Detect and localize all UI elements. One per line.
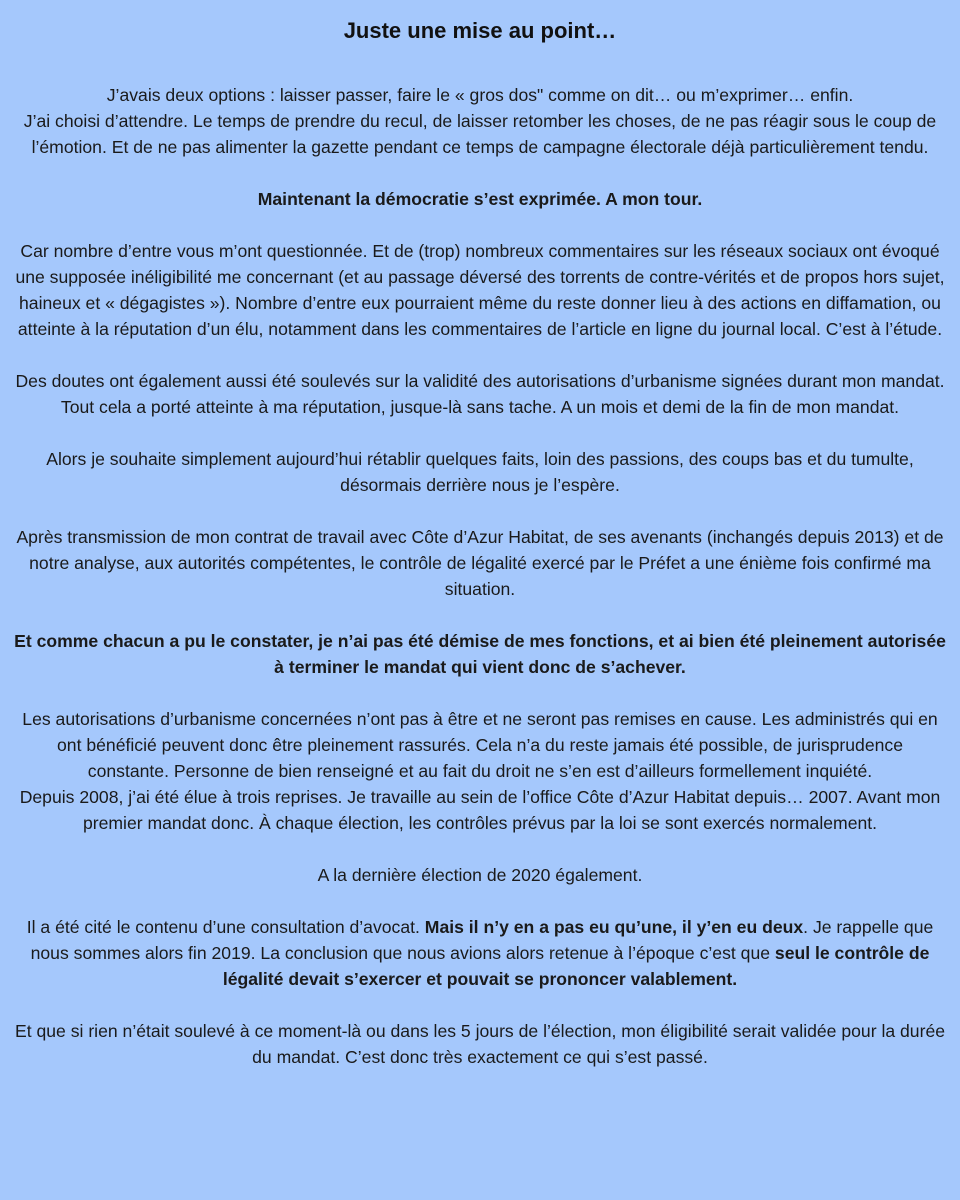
paragraph-democracy: Maintenant la démocratie s’est exprimée. A mon tour. <box>257 189 703 209</box>
consultation-bold-1: Mais il n’y en a pas eu qu’une, il y’en eu deux <box>424 917 804 937</box>
consultation-text-2: . Je rappelle que nous sommes alors fin 2019. La conclusion que nous avions alors retenue à l’époque c’est que <box>30 917 934 963</box>
paragraph-options <box>14 82 946 160</box>
paragraph-eligibility: Et que si rien n’était soulevé à ce moment-là ou dans les 5 jours de l’élection, mon éligibilité serait validée pour la durée du mandat. C’est donc très exactement ce qui s’est passé. <box>14 1021 946 1067</box>
paragraph-urbanism-line-2: Depuis 2008, j’ai été élue à trois reprises. Je travaille au sein de l’office Côte d’Azur Habitat depuis… 2007. Avant mon premier mandat donc. À chaque élection, les contrôles prévus par la loi se sont exercés normalement. <box>19 787 941 833</box>
consultation-text-1: Il a été cité le contenu d’une consultation d’avocat. <box>26 917 425 937</box>
paragraph-options-line-2: J’ai choisi d’attendre. Le temps de prendre du recul, de laisser retomber les choses, de ne pas réagir sous le coup de l’émotion. Et de ne pas alimenter la gazette pendant ce temps de campagne électorale déjà particulièrement tendu. <box>23 111 937 157</box>
paragraph-urbanism-line-1: Les autorisations d’urbanisme concernées n’ont pas à être et ne seront pas remises en cause. Les administrés qui en ont bénéficié peuvent donc être pleinement rassurés. Cela n’a du reste jamais été possible, de jurisprudence constante. Personne de bien renseigné et au fait du droit ne s’en est d’ailleurs formellement inquiété. <box>22 709 938 781</box>
paragraph-questions: Car nombre d’entre vous m’ont questionnée. Et de (trop) nombreux commentaires sur les réseaux sociaux ont évoqué une supposée inéligibilité me concernant (et au passage déversé des torrents de contre-vérités et de propos hors sujet, haineux et « dégagistes »). Nombre d’entre eux pourraient même du reste donner lieu à des actions en diffamation, ou atteinte à la réputation d’un élu, notamment dans les commentaires de l’article en ligne du journal local. C’est à l’étude. <box>15 241 945 339</box>
paragraph-contract: Après transmission de mon contrat de travail avec Côte d’Azur Habitat, de ses avenants (inchangés depuis 2013) et de notre analyse, aux autorités compétentes, le contrôle de légalité exercé par le Préfet a une énième fois confirmé ma situation. <box>16 527 944 599</box>
paragraph-election-2020: A la dernière élection de 2020 également. <box>317 865 643 885</box>
paragraph-options-line-1: J’avais deux options : laisser passer, faire le « gros dos" comme on dit… ou m’exprimer… enfin. <box>106 85 854 105</box>
paragraph-mandate-completed: Et comme chacun a pu le constater, je n’ai pas été démise de mes fonctions, et ai bien été pleinement autorisée à terminer le mandat qui vient donc de s’achever. <box>14 631 946 677</box>
consultation-bold-2: seul le contrôle de légalité devait s’exercer et pouvait se prononcer valablement. <box>222 943 930 989</box>
paragraph-restore-facts: Alors je souhaite simplement aujourd’hui rétablir quelques faits, loin des passions, des coups bas et du tumulte, désormais derrière nous je l’espère. <box>46 449 914 495</box>
paragraph-lawyer-consultation <box>14 914 946 992</box>
paragraph-urbanism <box>14 706 946 836</box>
paragraph-doubts: Des doutes ont également aussi été soulevés sur la validité des autorisations d’urbanisme signées durant mon mandat. Tout cela a porté atteinte à ma réputation, jusque-là sans tache. A un mois et demi de la fin de mon mandat. <box>15 371 945 417</box>
document-title: Juste une mise au point… <box>343 18 617 43</box>
